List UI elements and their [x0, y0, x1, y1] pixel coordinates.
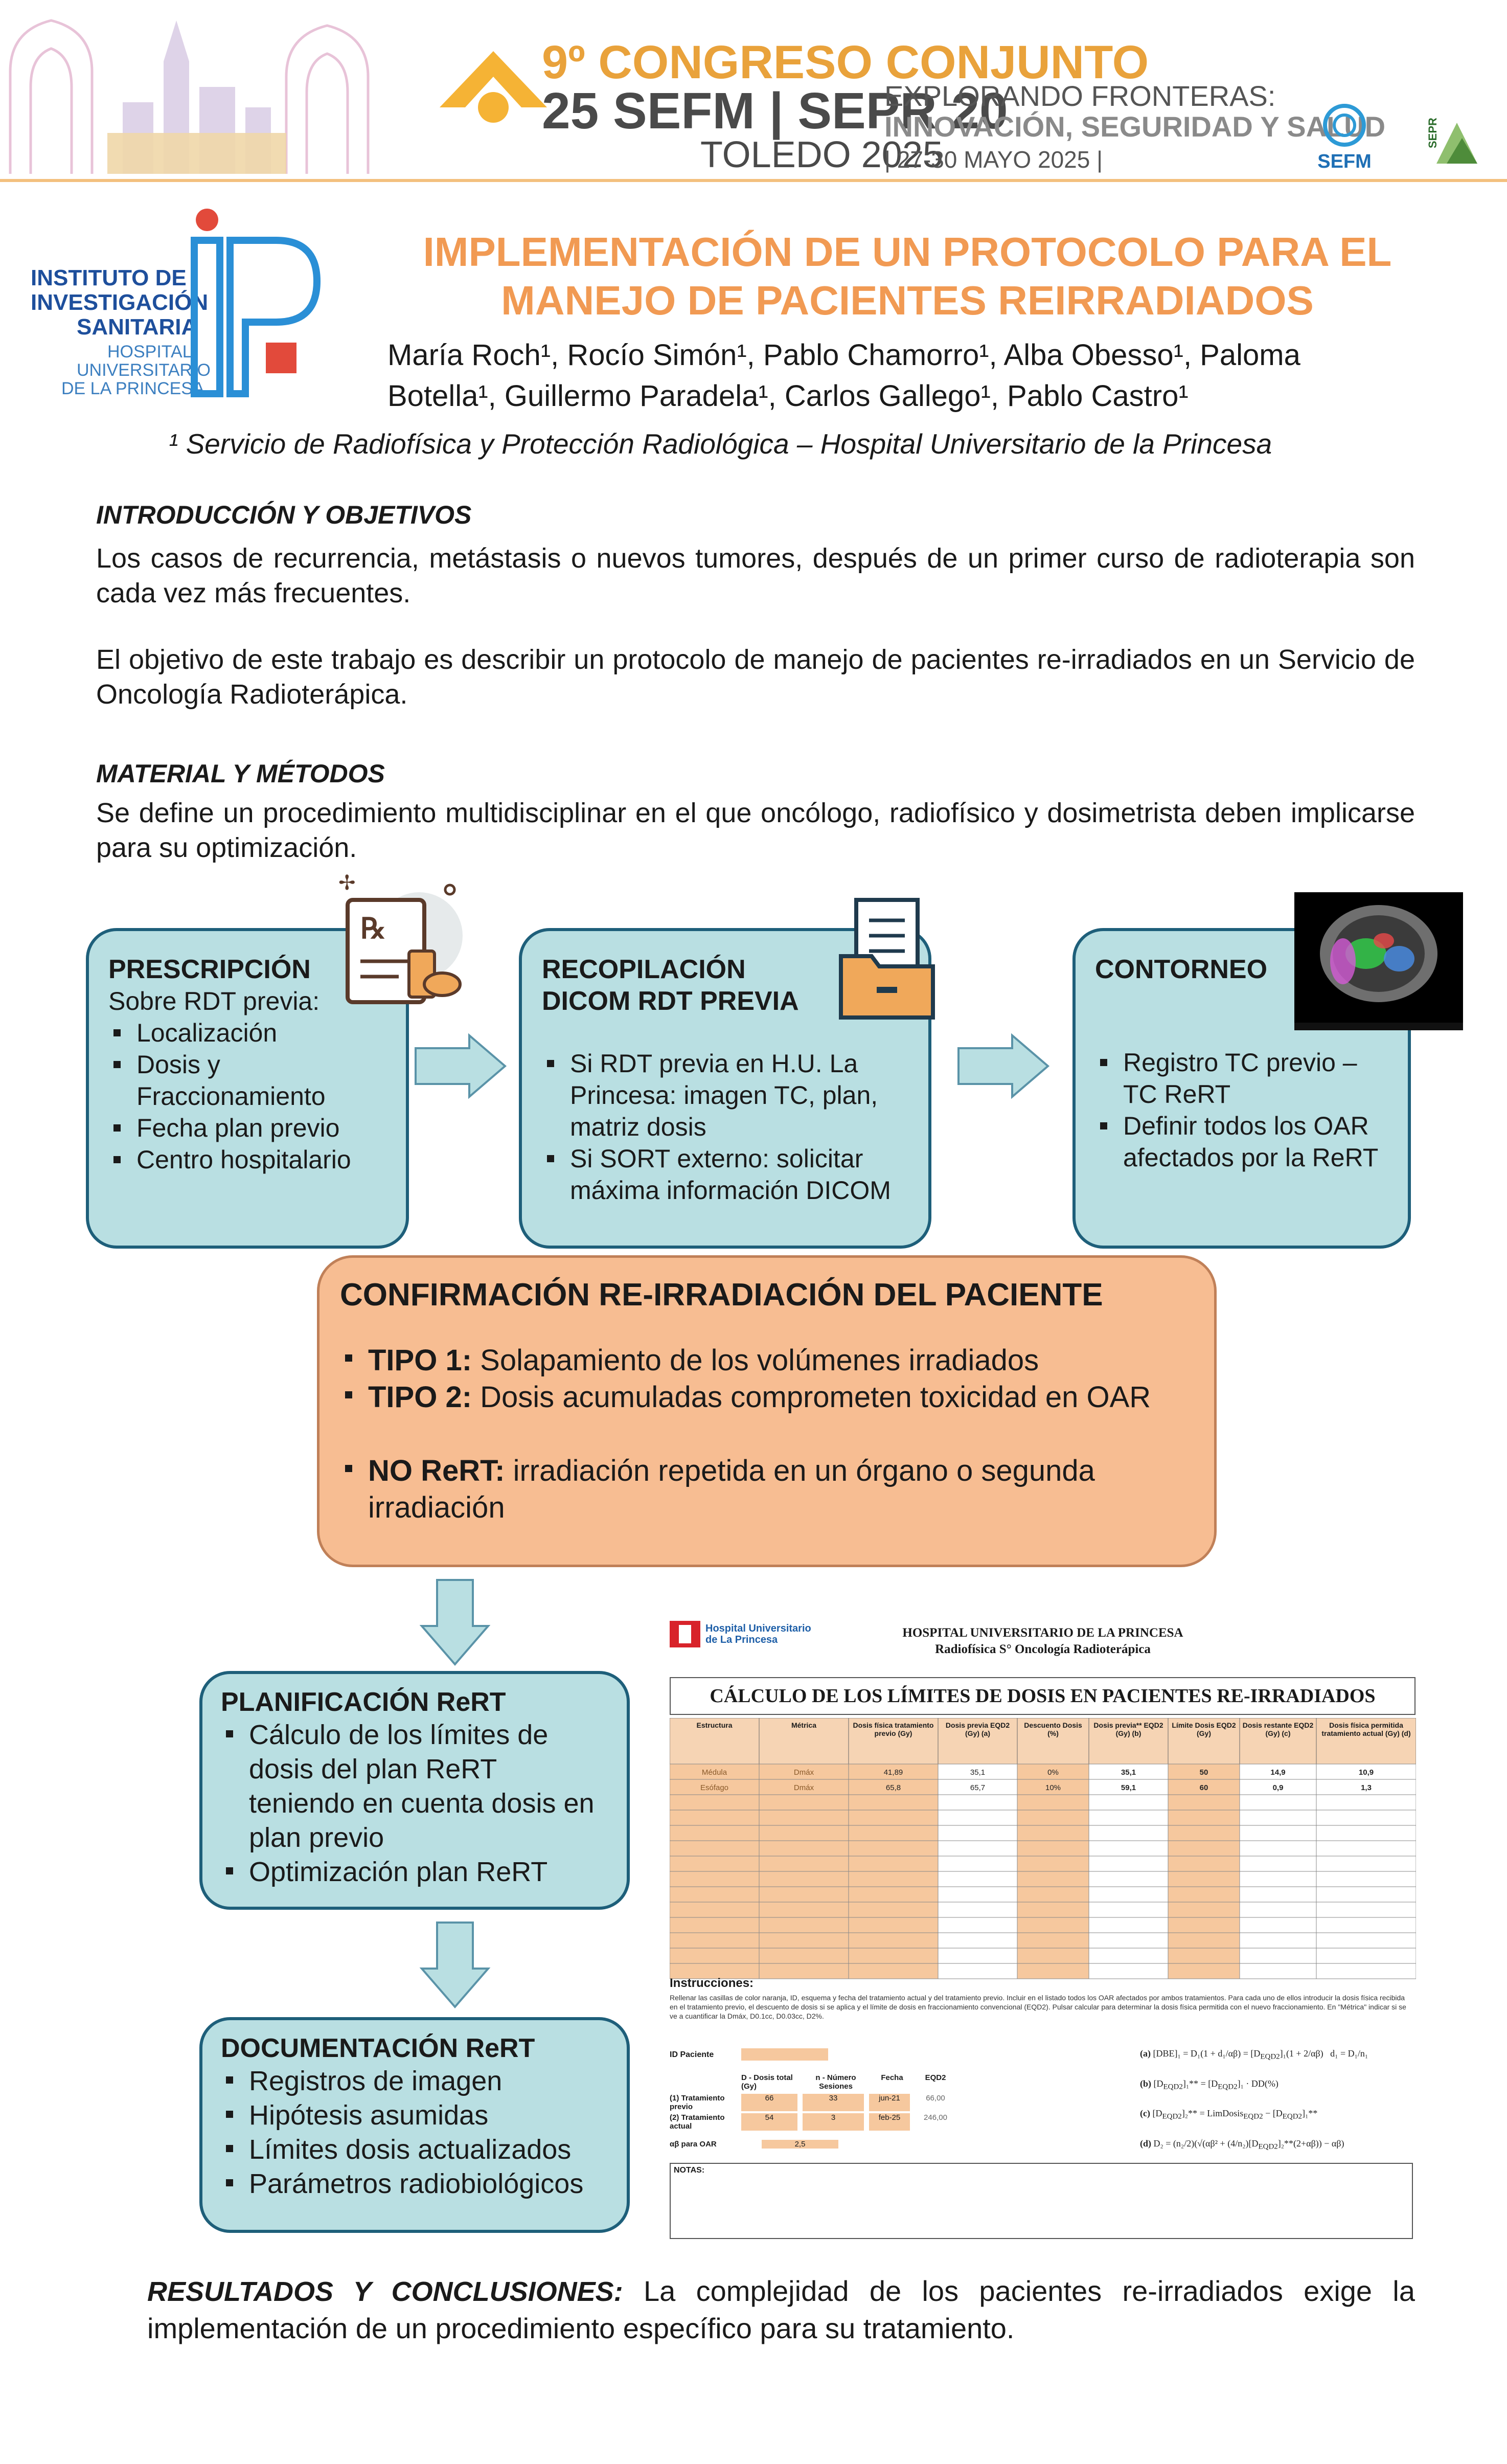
confirmacion-content	[340, 1276, 1199, 1526]
tx-act-label: (2) Tratamiento actual	[670, 2113, 725, 2131]
table-cell-value: Dmáx	[793, 1783, 814, 1792]
congress-line-1: 9º CONGRESO CONJUNTO	[542, 36, 1149, 88]
table-cell	[938, 1856, 1017, 1871]
tx-prev-label: (1) Tratamiento previo	[670, 2094, 725, 2111]
table-cell[interactable]	[849, 1825, 938, 1841]
table-cell[interactable]	[759, 1810, 849, 1825]
table-cell-value: 1,3	[1361, 1783, 1372, 1792]
table-cell	[938, 1963, 1017, 1979]
arrow-down-icon	[419, 1920, 491, 2009]
table-cell-value: Esófago	[700, 1783, 729, 1792]
table-cell	[1089, 1871, 1168, 1887]
table-cell[interactable]	[1017, 1887, 1089, 1902]
table-cell	[1089, 1902, 1168, 1917]
table-header-label: Métrica	[791, 1721, 817, 1729]
institute-line-6: DE LA PRINCESA	[61, 379, 204, 398]
table-cell[interactable]	[849, 1887, 938, 1902]
table-cell	[1089, 1963, 1168, 1979]
authors-line-1: María Roch¹, Rocío Simón¹, Pablo Chamorro¹, Alba Obesso¹, Paloma	[387, 338, 1300, 372]
table-cell[interactable]	[759, 1825, 849, 1841]
sheet-header	[869, 1625, 1217, 1658]
sefm-logo	[1309, 102, 1380, 174]
table-cell[interactable]	[1168, 1810, 1240, 1825]
table-cell	[938, 1871, 1017, 1887]
table-cell[interactable]	[849, 1871, 938, 1887]
table-cell[interactable]	[670, 1871, 759, 1887]
id-label: ID Paciente	[670, 2050, 714, 2059]
table-cell[interactable]	[849, 1841, 938, 1856]
results-paragraph	[147, 2273, 1415, 2347]
table-cell[interactable]	[1168, 1856, 1240, 1871]
table-cell[interactable]	[849, 1917, 938, 1933]
table-header-label: Dosis previa EQD2 (Gy) (a)	[945, 1721, 1010, 1737]
table-cell-value: 14,9	[1270, 1768, 1286, 1777]
table-cell	[1316, 1856, 1416, 1871]
title-line-1: IMPLEMENTACIÓN DE UN PROTOCOLO PARA EL	[423, 229, 1392, 275]
sheet-heading: CÁLCULO DE LOS LÍMITES DE DOSIS EN PACIENTES RE-IRRADIADOS	[670, 1677, 1415, 1715]
sefm-label: SEFM	[1317, 151, 1372, 172]
tx-act-eqd2: 246,00	[924, 2113, 947, 2122]
table-cell	[1089, 1825, 1168, 1841]
tipo2-text: Dosis acumuladas comprometen toxicidad en OAR	[472, 1381, 1151, 1414]
table-cell	[1316, 1887, 1416, 1902]
ab-label: αβ para OAR	[670, 2140, 717, 2149]
table-cell	[1316, 1795, 1416, 1810]
table-cell[interactable]	[670, 1917, 759, 1933]
table-cell-value: 0%	[1047, 1768, 1059, 1777]
table-cell[interactable]	[1017, 1933, 1089, 1948]
table-cell	[1240, 1856, 1316, 1871]
table-header-label: Dosis restante EQD2 (Gy) (c)	[1242, 1721, 1314, 1737]
formula-d-label: (d)	[1140, 2138, 1151, 2149]
table-cell[interactable]	[670, 1948, 759, 1963]
list-item: Si RDT previa en H.U. La Princesa: imagen TC, plan, matriz dosis	[542, 1048, 910, 1143]
table-cell	[1316, 1917, 1416, 1933]
list-item: Optimización plan ReRT	[221, 1855, 609, 1889]
sheet-hospital: HOSPITAL UNIVERSITARIO DE LA PRINCESA	[902, 1626, 1183, 1640]
no-rert-label: NO ReRT:	[368, 1454, 505, 1487]
table-cell-value: 35,1	[1121, 1768, 1136, 1777]
prescription-icon	[332, 874, 465, 1023]
tx-prev-dose[interactable]: 66	[741, 2094, 797, 2111]
table-cell[interactable]	[1017, 1810, 1089, 1825]
formula-b-label: (b)	[1140, 2078, 1151, 2089]
table-cell	[1240, 1963, 1316, 1979]
list-item	[340, 1379, 1199, 1416]
list-item: Localización	[108, 1017, 395, 1049]
table-cell[interactable]	[849, 1810, 938, 1825]
table-cell	[1316, 1841, 1416, 1856]
table-cell[interactable]	[759, 1871, 849, 1887]
table-cell	[1089, 1917, 1168, 1933]
table-cell-value: Dmáx	[793, 1768, 814, 1777]
list-item: Fecha plan previo	[108, 1112, 395, 1144]
col-eqd2: EQD2	[925, 2073, 946, 2082]
tx-act-date[interactable]: feb-25	[869, 2113, 910, 2131]
table-cell[interactable]	[670, 1887, 759, 1902]
table-cell	[1316, 1902, 1416, 1917]
table-cell	[1316, 1825, 1416, 1841]
table-cell[interactable]	[1017, 1902, 1089, 1917]
sepr-logo	[1416, 107, 1488, 174]
col-sesiones: n - Número Sesiones	[815, 2073, 856, 2091]
table-cell[interactable]	[1168, 1871, 1240, 1887]
table-cell[interactable]	[849, 1948, 938, 1963]
tx-prev-date[interactable]: jun-21	[869, 2094, 910, 2111]
col-dosis-total: D - Dosis total (Gy)	[741, 2073, 793, 2091]
table-cell[interactable]	[759, 1887, 849, 1902]
table-cell	[1240, 1902, 1316, 1917]
logo-text-1: Hospital Universitario	[705, 1623, 811, 1634]
sepr-label: SEPR	[1426, 118, 1439, 148]
table-cell[interactable]	[1017, 1871, 1089, 1887]
table-cell-value: 41,89	[883, 1768, 903, 1777]
methods-heading: MATERIAL Y MÉTODOS	[96, 759, 385, 788]
prescripcion-subtitle: Sobre RDT previa:	[108, 987, 320, 1015]
table-cell[interactable]	[759, 1902, 849, 1917]
table-cell[interactable]	[1017, 1948, 1089, 1963]
table-cell[interactable]	[1168, 1933, 1240, 1948]
table-header-label: Estructura	[696, 1721, 733, 1729]
formula-c-label: (c)	[1140, 2108, 1150, 2119]
sheet-service: Radiofísica S° Oncología Radioterápica	[935, 1642, 1151, 1656]
intro-paragraph-2: El objetivo de este trabajo es describir un protocolo de manejo de pacientes re-irradiados en un Servicio de Oncología Radioterápica.	[96, 644, 1415, 710]
table-cell-value: 65,7	[970, 1783, 986, 1792]
recopilacion-title-1: RECOPILACIÓN	[542, 955, 746, 984]
results-text: La complejidad de los pacientes re-irradiados exige la implementación de un procedimiento específico para su tratamiento.	[147, 2275, 1415, 2344]
list-item: Definir todos los OAR afectados por la ReRT	[1095, 1110, 1397, 1173]
ct-scan-image	[1294, 892, 1463, 1030]
tagline-1: EXPLORANDO FRONTERAS:	[884, 80, 1276, 112]
instructions-title: Instrucciones:	[670, 1976, 754, 1990]
table-cell[interactable]	[1168, 1902, 1240, 1917]
table-cell[interactable]	[759, 1963, 849, 1979]
table-cell	[1089, 1856, 1168, 1871]
table-cell[interactable]	[1017, 1825, 1089, 1841]
instructions-text: Rellenar las casillas de color naranja, ID, esquema y fecha del tratamiento actual y del tratamiento previo. Incluir en el listado todos los OAR afectados por ambos tratamientos. Para cada uno de ellos introducir la dosis física recibida en el tratamiento previo, el descuento de dosis si se aplica y el límite de dosis en fraccionamiento convencional (EQD2). Pulsar calcular para determinar la dosis física permitida con el nuevo fraccionamiento. En "Métrica" indicar si se ve a cuantificar la Dmáx, D0.1cc, D0.03cc, D2%.	[670, 1994, 1406, 2020]
results-heading: RESULTADOS Y CONCLUSIONES:	[147, 2276, 623, 2307]
table-cell-value: 59,1	[1121, 1783, 1136, 1792]
methods-paragraph: Se define un procedimiento multidisciplinar en el que oncólogo, radiofísico y dosimetrista deben implicarse para su optimización.	[96, 798, 1415, 863]
institute-line-5: UNIVERSITARIO	[77, 360, 211, 380]
toledo-skyline-decoration	[0, 0, 399, 174]
title-line-2: MANEJO DE PACIENTES REIRRADIADOS	[501, 278, 1314, 323]
table-cell	[1316, 1933, 1416, 1948]
table-cell	[1240, 1871, 1316, 1887]
table-cell[interactable]	[1168, 1917, 1240, 1933]
prescripcion-title: PRESCRIPCIÓN	[108, 955, 311, 984]
table-cell[interactable]	[670, 1825, 759, 1841]
table-cell[interactable]	[1017, 1841, 1089, 1856]
table-cell	[1240, 1948, 1316, 1963]
madrid-logo-icon	[670, 1621, 700, 1647]
table-cell	[938, 1841, 1017, 1856]
notes-box[interactable]	[670, 2163, 1413, 2239]
formulas: (a) $[DBE]_1 = D_1(1 + d_1/\alpha\beta) = [D_{EQD2}]_1(1 + 2/\alpha\beta) d_1 = D_1/n_1$ (b) $[D_{EQD2}]_1** = [D_{EQD2}]_1 \cdot DD(\%)$ (c) $[D_{EQD2}]_2**$ = LimDosis$_{EQD2}$ − $[D_{EQD2}]_1**$ (d) $D_2 = (n_2/2)(√(\alpha\beta^2 + (4/n_2)[D_{EQD2}]_2**(2+\alpha\beta)) - \alpha\beta)$	[1140, 2048, 1368, 2151]
dose-table	[670, 1718, 1416, 2040]
table-cell[interactable]	[670, 1902, 759, 1917]
table-cell	[938, 1887, 1017, 1902]
table-cell	[1089, 1948, 1168, 1963]
table-cell	[1089, 1933, 1168, 1948]
formula-a-label: (a)	[1140, 2048, 1151, 2059]
table-cell[interactable]	[1168, 1795, 1240, 1810]
list-item: Parámetros radiobiológicos	[221, 2167, 609, 2201]
table-cell[interactable]	[849, 1902, 938, 1917]
treatment-block	[670, 2073, 956, 2149]
tagline-2: INNOVACIÓN, SEGURIDAD Y SALUD	[884, 110, 1386, 143]
table-cell	[1089, 1810, 1168, 1825]
list-item	[340, 1453, 1199, 1526]
table-cell	[1240, 1933, 1316, 1948]
ab-field[interactable]: 2,5	[762, 2140, 838, 2149]
table-cell	[1240, 1810, 1316, 1825]
table-cell-value: 10%	[1045, 1783, 1061, 1792]
table-cell	[938, 1917, 1017, 1933]
arrow-right-icon	[413, 1033, 510, 1099]
folder-document-icon	[836, 895, 938, 1023]
documentacion-title: DOCUMENTACIÓN ReRT	[221, 2033, 535, 2063]
list-item: Límites dosis actualizados	[221, 2133, 609, 2167]
table-cell	[1240, 1825, 1316, 1841]
table-cell[interactable]	[1017, 1963, 1089, 1979]
intro-paragraph-1: Los casos de recurrencia, metástasis o nuevos tumores, después de un primer curso de radioterapia son cada vez más frecuentes.	[96, 543, 1415, 608]
table-cell[interactable]	[849, 1795, 938, 1810]
tipo1-label: TIPO 1:	[368, 1344, 472, 1377]
congress-line-2: 25 SEFM | SEPR 20	[542, 82, 1008, 140]
table-cell	[1240, 1841, 1316, 1856]
arrow-right-icon	[956, 1033, 1053, 1099]
id-field[interactable]	[741, 2048, 828, 2061]
table-cell	[1240, 1917, 1316, 1933]
svg-text:℞: ℞	[360, 912, 386, 944]
table-cell	[1240, 1795, 1316, 1810]
table-cell[interactable]	[1168, 1841, 1240, 1856]
affiliation: ¹ Servicio de Radiofísica y Protección Radiológica – Hospital Universitario de la Princesa	[169, 428, 1272, 460]
table-cell[interactable]	[759, 1795, 849, 1810]
arrow-down-icon	[419, 1577, 491, 1667]
table-cell-value: 10,9	[1358, 1768, 1374, 1777]
tx-prev-sessions[interactable]: 33	[803, 2094, 864, 2111]
table-cell[interactable]	[1017, 1795, 1089, 1810]
table-cell[interactable]	[1168, 1825, 1240, 1841]
table-cell[interactable]	[849, 1856, 938, 1871]
table-cell	[938, 1825, 1017, 1841]
logo-text-2: de La Princesa	[705, 1634, 778, 1645]
list-item: Si SORT externo: solicitar máxima información DICOM	[542, 1143, 910, 1206]
table-cell	[938, 1948, 1017, 1963]
col-fecha: Fecha	[881, 2073, 903, 2082]
table-cell[interactable]	[849, 1963, 938, 1979]
table-cell[interactable]	[1017, 1917, 1089, 1933]
dose-limits-spreadsheet	[665, 1616, 1421, 2240]
list-item: Dosis y Fraccionamiento	[108, 1049, 395, 1112]
list-item	[340, 1342, 1199, 1379]
table-cell	[1089, 1887, 1168, 1902]
table-cell[interactable]	[1168, 1887, 1240, 1902]
table-cell	[1240, 1887, 1316, 1902]
table-cell-value: Médula	[701, 1768, 727, 1777]
list-item: Registros de imagen	[221, 2064, 609, 2098]
confirmacion-title: CONFIRMACIÓN RE-IRRADIACIÓN DEL PACIENTE	[340, 1277, 1103, 1313]
table-cell[interactable]	[670, 1841, 759, 1856]
tipo2-label: TIPO 2:	[368, 1381, 472, 1414]
documentacion-content	[221, 2032, 609, 2201]
table-cell-value: 35,1	[970, 1768, 986, 1777]
table-header-label: Límite Dosis EQD2 (Gy)	[1172, 1721, 1236, 1737]
table-cell	[1089, 1841, 1168, 1856]
table-cell	[938, 1810, 1017, 1825]
authors	[387, 335, 1461, 417]
hospital-logo	[670, 1621, 811, 1647]
table-cell	[1316, 1948, 1416, 1963]
table-cell	[1316, 1871, 1416, 1887]
institute-line-2: INVESTIGACIÓN	[31, 290, 209, 315]
table-cell	[938, 1933, 1017, 1948]
table-cell	[1089, 1795, 1168, 1810]
institute-logo	[31, 205, 327, 409]
table-cell[interactable]	[759, 1948, 849, 1963]
table-cell	[938, 1795, 1017, 1810]
list-item: Hipótesis asumidas	[221, 2098, 609, 2133]
institute-line-1: INSTITUTO DE	[31, 265, 187, 290]
table-cell-value: 0,9	[1272, 1783, 1284, 1792]
authors-line-2: Botella¹, Guillermo Paradela¹, Carlos Gallego¹, Pablo Castro¹	[387, 379, 1189, 413]
table-cell[interactable]	[670, 1933, 759, 1948]
table-header-label: Dosis física tratamiento previo (Gy)	[853, 1721, 934, 1737]
table-cell[interactable]	[759, 1933, 849, 1948]
table-cell[interactable]	[1168, 1963, 1240, 1979]
list-item: Cálculo de los límites de dosis del plan ReRT teniendo en cuenta dosis en plan previo	[221, 1718, 609, 1855]
table-cell-value: 50	[1199, 1768, 1208, 1777]
congress-city-year: TOLEDO 2025	[700, 134, 943, 175]
no-rert-text: irradiación repetida en un órgano o segunda irradiación	[368, 1454, 1095, 1524]
congress-sun-logo	[429, 31, 557, 133]
institute-line-3: SANITARIA	[77, 314, 198, 340]
table-cell	[1316, 1963, 1416, 1979]
list-item: Registro TC previo – TC ReRT	[1095, 1047, 1397, 1110]
ip-monogram-icon	[189, 205, 327, 409]
congress-dates: | 27-30 MAYO 2025 |	[884, 146, 1103, 173]
tipo1-text: Solapamiento de los volúmenes irradiados	[472, 1344, 1039, 1377]
table-cell[interactable]	[759, 1841, 849, 1856]
notes-label: NOTAS:	[674, 2166, 705, 2175]
table-cell	[938, 1902, 1017, 1917]
planificacion-content	[221, 1686, 609, 1889]
table-cell[interactable]	[759, 1856, 849, 1871]
recopilacion-title-2: DICOM RDT PREVIA	[542, 986, 799, 1016]
table-header-label: Descuento Dosis (%)	[1024, 1721, 1082, 1737]
tx-act-dose[interactable]: 54	[741, 2113, 797, 2131]
table-cell[interactable]	[1017, 1856, 1089, 1871]
table-cell[interactable]	[670, 1810, 759, 1825]
table-cell[interactable]	[670, 1856, 759, 1871]
poster-title	[358, 228, 1457, 325]
table-cell[interactable]	[759, 1917, 849, 1933]
planificacion-title: PLANIFICACIÓN ReRT	[221, 1687, 506, 1717]
table-cell-value: 65,8	[885, 1783, 901, 1792]
table-cell[interactable]	[849, 1933, 938, 1948]
svg-text:✢: ✢	[338, 874, 356, 895]
table-cell	[1316, 1810, 1416, 1825]
table-cell[interactable]	[670, 1795, 759, 1810]
tx-act-sessions[interactable]: 3	[803, 2113, 864, 2131]
table-cell-value: 60	[1199, 1783, 1208, 1792]
intro-heading: INTRODUCCIÓN Y OBJETIVOS	[96, 501, 472, 529]
table-cell[interactable]	[1168, 1948, 1240, 1963]
institute-line-4: HOSPITAL	[107, 342, 192, 361]
table-header-label: Dosis física permitida tratamiento actual (Gy) (d)	[1321, 1721, 1411, 1737]
contorneo-title: CONTORNEO	[1095, 955, 1268, 984]
table-header-label: Dosis previa** EQD2 (Gy) (b)	[1093, 1721, 1163, 1737]
tx-prev-eqd2: 66,00	[926, 2094, 945, 2103]
list-item: Centro hospitalario	[108, 1144, 395, 1176]
